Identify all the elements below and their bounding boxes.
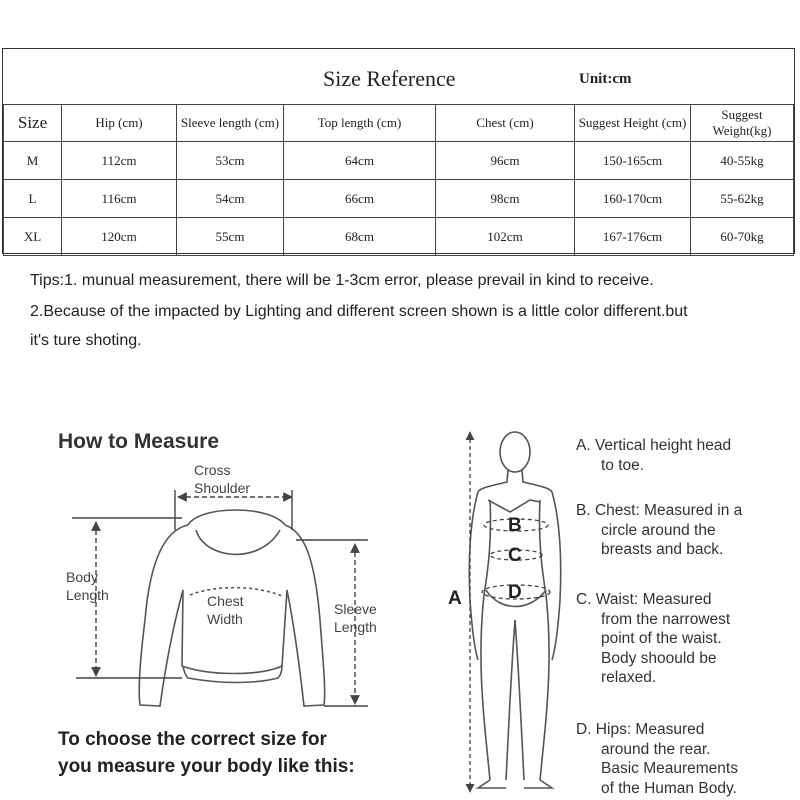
table-cell: 150-165cm xyxy=(575,142,691,180)
table-cell: 55cm xyxy=(177,218,284,256)
definition-c-line5: relaxed. xyxy=(601,669,657,686)
header-top-length: Top length (cm) xyxy=(284,105,436,142)
table-cell: 120cm xyxy=(62,218,177,256)
cta-line-2: you measure your body like this: xyxy=(58,756,355,777)
definition-b-line3: breasts and back. xyxy=(601,541,724,558)
table-cell: XL xyxy=(4,218,62,256)
cta-line-1: To choose the correct size for xyxy=(58,729,327,750)
body-length-line2: Length xyxy=(66,587,109,603)
how-to-measure-title: How to Measure xyxy=(58,430,220,453)
table-cell: 160-170cm xyxy=(575,180,691,218)
table-cell: 55-62kg xyxy=(691,180,794,218)
table-cell: 167-176cm xyxy=(575,218,691,256)
cross-shoulder-line1: Cross xyxy=(194,462,231,478)
definition-d xyxy=(576,720,738,798)
table-cell: 60-70kg xyxy=(691,218,794,256)
chest-width-line1: Chest xyxy=(207,593,244,609)
table-cell: 96cm xyxy=(436,142,575,180)
definition-c xyxy=(576,590,730,688)
header-size: Size xyxy=(4,105,62,142)
cross-shoulder-line2: Shoulder xyxy=(194,480,251,496)
label-d: D xyxy=(508,582,522,603)
definition-a xyxy=(576,436,731,475)
definition-d-line4: of the Human Body. xyxy=(601,779,737,797)
table-cell: 116cm xyxy=(62,180,177,218)
table-cell: 102cm xyxy=(436,218,575,256)
table-cell: 53cm xyxy=(177,142,284,180)
definition-c-line4: Body shoould be xyxy=(601,649,717,667)
label-c: C xyxy=(508,545,522,566)
definition-d-line2: around the rear. xyxy=(601,740,711,758)
table-cell: 98cm xyxy=(436,180,575,218)
label-a: A xyxy=(448,588,462,609)
header-chest: Chest (cm) xyxy=(436,105,575,142)
definition-d-line3: Basic Meaurements xyxy=(601,760,738,777)
table-cell: 54cm xyxy=(177,180,284,218)
tip-line-3: it's ture shoting. xyxy=(30,332,142,349)
chest-width-line2: Width xyxy=(207,611,243,627)
definition-a-line2: to toe. xyxy=(601,456,645,474)
definition-b-line2: circle around the xyxy=(601,521,716,539)
tip-line-2: 2.Because of the impacted by Lighting and different screen shown is a little color different.but xyxy=(30,303,688,320)
table-cell: 40-55kg xyxy=(691,142,794,180)
header-weight: Suggest Weight(kg) xyxy=(691,105,794,142)
label-b: B xyxy=(508,515,522,536)
table-cell: L xyxy=(4,180,62,218)
header-height: Suggest Height (cm) xyxy=(575,105,691,142)
definition-c-line1: C. Waist: Measured xyxy=(576,591,712,608)
definition-c-line2: from the narrowest xyxy=(601,610,731,628)
header-sleeve: Sleeve length (cm) xyxy=(177,105,284,142)
body-length-line1: Body xyxy=(66,569,98,585)
definition-b xyxy=(576,501,742,560)
table-cell: 64cm xyxy=(284,142,436,180)
sleeve-length-line1: Sleeve xyxy=(334,601,377,617)
definition-d-line1: D. Hips: Measured xyxy=(576,721,705,738)
sleeve-length-line2: Length xyxy=(334,619,377,635)
table-cell: M xyxy=(4,142,62,180)
unit-label: Unit:cm xyxy=(579,71,632,87)
chest-width-label xyxy=(207,592,244,628)
header-hip: Hip (cm) xyxy=(62,105,177,142)
sleeve-length-label xyxy=(334,600,377,636)
tip-line-1: Tips:1. munual measurement, there will be 1-3cm error, please prevail in kind to receive. xyxy=(30,272,654,289)
cross-shoulder-label xyxy=(194,461,250,497)
definition-b-line1: B. Chest: Measured in a xyxy=(576,502,743,519)
table-title: Size Reference xyxy=(323,66,456,91)
definition-c-line3: point of the waist. xyxy=(601,630,722,647)
table-cell: 66cm xyxy=(284,180,436,218)
table-cell: 68cm xyxy=(284,218,436,256)
definition-a-line1: A. Vertical height head xyxy=(576,437,732,454)
body-figure xyxy=(469,432,560,788)
body-length-label xyxy=(66,568,109,604)
table-cell: 112cm xyxy=(62,142,177,180)
